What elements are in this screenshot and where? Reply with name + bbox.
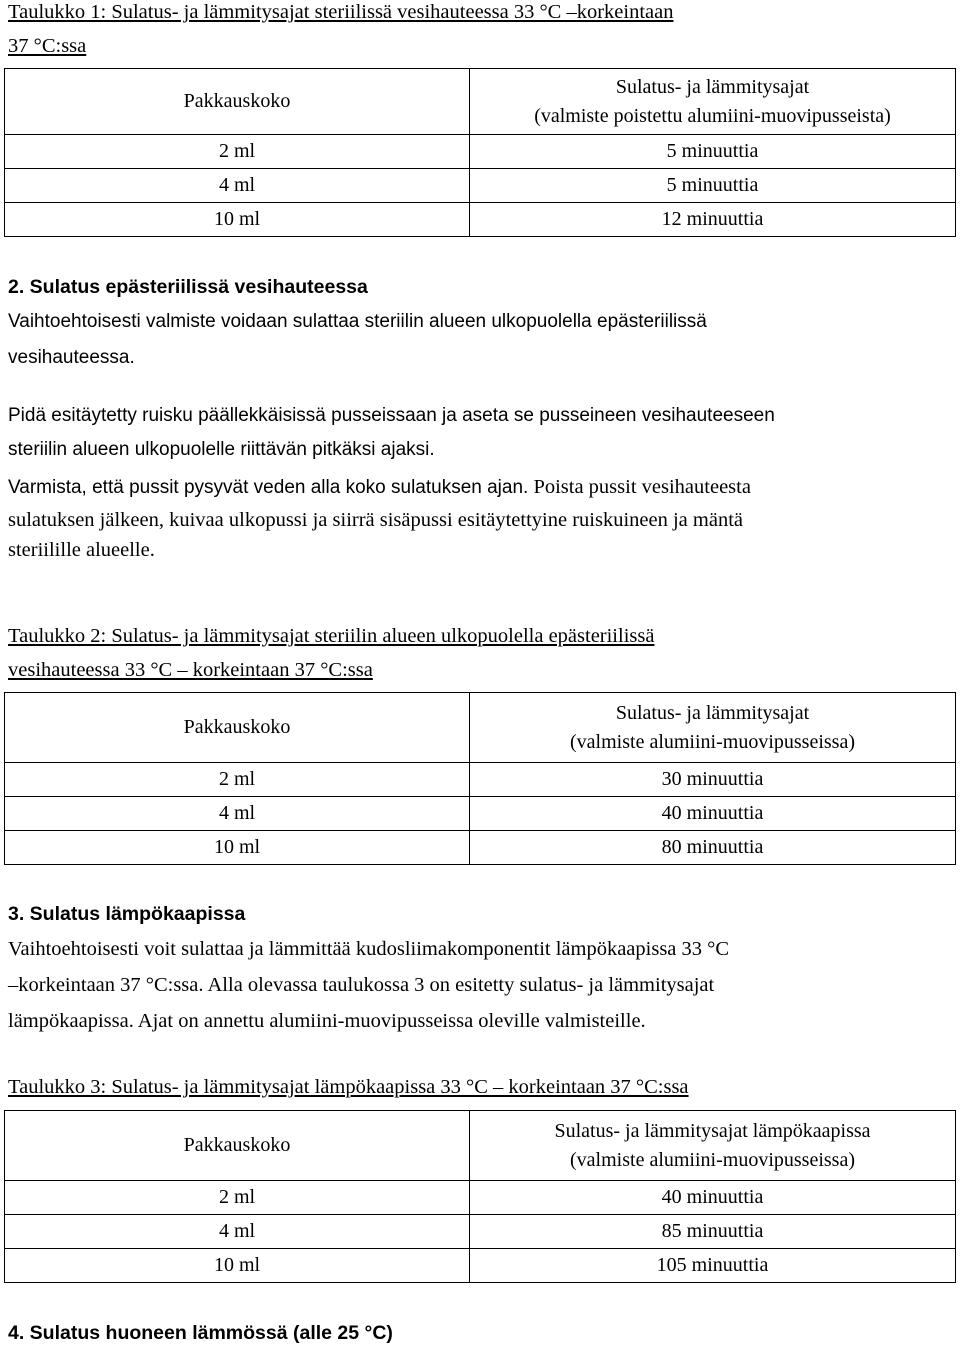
header-col-time-line2: (valmiste poistettu alumiini-muovipusseista): [534, 104, 891, 127]
cell-time: 5 minuuttia: [470, 135, 956, 169]
header-col-time-line1: Sulatus- ja lämmitysajat lämpökaapissa: [554, 1119, 871, 1142]
header-col-time: [470, 1111, 956, 1181]
table-row: [5, 169, 956, 203]
table2: [4, 692, 956, 865]
table-row: [5, 763, 956, 797]
header-col-time-line1: Sulatus- ja lämmitysajat: [615, 701, 810, 724]
section2-p3-line1-sans: Varmista, että pussit pysyvät veden alla koko sulatuksen ajan.: [8, 477, 529, 498]
cell-size: 2 ml: [5, 1181, 470, 1215]
section3: [8, 897, 960, 1039]
table1-caption-line1: Taulukko 1: Sulatus- ja lämmitysajat steriilissä vesihauteessa 33 °C –korkeintaan: [8, 1, 674, 23]
cell-time: 40 minuuttia: [470, 1181, 956, 1215]
section2: [8, 270, 960, 376]
cell-time: 5 minuuttia: [470, 169, 956, 203]
header-col-time: [470, 693, 956, 763]
header-col-time-line2: (valmiste alumiini-muovipusseissa): [570, 730, 855, 753]
cell-time: 80 minuuttia: [470, 831, 956, 865]
cell-size: 10 ml: [5, 1249, 470, 1283]
header-col-size: Pakkauskoko: [5, 1111, 470, 1181]
section2-p1-line2: vesihauteessa.: [8, 347, 135, 368]
table-row: [5, 135, 956, 169]
table-row: [5, 1215, 956, 1249]
table2-caption: [8, 619, 654, 687]
section2-p3: [8, 470, 960, 565]
cell-time: 105 minuuttia: [470, 1249, 956, 1283]
header-col-size: Pakkauskoko: [5, 69, 470, 135]
table3: [4, 1110, 956, 1283]
table-row: [5, 797, 956, 831]
header-col-size: Pakkauskoko: [5, 693, 470, 763]
cell-size: 10 ml: [5, 203, 470, 237]
table1: [4, 68, 956, 237]
cell-size: 10 ml: [5, 831, 470, 865]
section2-p2-line2: steriilin alueen ulkopuolelle riittävän pitkäksi ajaksi.: [8, 439, 435, 460]
cell-size: 2 ml: [5, 135, 470, 169]
table1-caption: [8, 0, 673, 63]
table2-caption-line1: Taulukko 2: Sulatus- ja lämmitysajat steriilin alueen ulkopuolella epästeriilissä: [8, 625, 655, 647]
cell-size: 4 ml: [5, 169, 470, 203]
header-col-time-line2: (valmiste alumiini-muovipusseissa): [570, 1148, 855, 1171]
cell-time: 40 minuuttia: [470, 797, 956, 831]
cell-size: 2 ml: [5, 763, 470, 797]
table-header-row: [5, 1111, 956, 1181]
cell-time: 12 minuuttia: [470, 203, 956, 237]
section2-p3-line1-serif: Poista pussit vesihauteesta: [528, 476, 751, 498]
table-header-row: [5, 693, 956, 763]
section2-p2: [8, 399, 960, 467]
section4-heading: 4. Sulatus huoneen lämmössä (alle 25 °C): [8, 1322, 393, 1344]
cell-time: 85 minuuttia: [470, 1215, 956, 1249]
cell-time: 30 minuuttia: [470, 763, 956, 797]
table1-caption-line2: 37 °C:ssa: [8, 35, 87, 57]
section2-p3-line3: steriilille alueelle.: [8, 539, 155, 561]
table-row: [5, 203, 956, 237]
section2-p2-line1: Pidä esitäytetty ruisku päällekkäisissä pusseissaan ja aseta se pusseineen vesihauteeseen: [8, 405, 775, 426]
section2-p3-line1: [8, 470, 960, 505]
section3-heading: 3. Sulatus lämpökaapissa: [8, 903, 246, 925]
section2-heading: 2. Sulatus epästeriilissä vesihauteessa: [8, 276, 368, 298]
table-row: [5, 1181, 956, 1215]
table3-caption: Taulukko 3: Sulatus- ja lämmitysajat lämpökaapissa 33 °C – korkeintaan 37 °C:ssa: [8, 1076, 689, 1098]
table-header-row: [5, 69, 956, 135]
section2-p1-line1: Vaihtoehtoisesti valmiste voidaan sulattaa steriilin alueen ulkopuolella epästeriilissä: [8, 311, 707, 332]
table-row: [5, 831, 956, 865]
cell-size: 4 ml: [5, 797, 470, 831]
table-row: [5, 1249, 956, 1283]
section2-p3-line2: sulatuksen jälkeen, kuivaa ulkopussi ja siirrä sisäpussi esitäytettyine ruiskuineen ja mäntä: [8, 509, 743, 531]
section3-line3: lämpökaapissa. Ajat on annettu alumiini-muovipusseissa oleville valmisteille.: [8, 1010, 646, 1032]
section3-line2: –korkeintaan 37 °C:ssa. Alla olevassa taulukossa 3 on esitetty sulatus- ja lämmitysajat: [8, 974, 715, 996]
table2-caption-line2: vesihauteessa 33 °C – korkeintaan 37 °C:ssa: [8, 659, 373, 681]
header-col-time: [470, 69, 956, 135]
section3-line1: Vaihtoehtoisesti voit sulattaa ja lämmittää kudosliimakomponentit lämpökaapissa 33 °C: [8, 938, 730, 960]
cell-size: 4 ml: [5, 1215, 470, 1249]
header-col-time-line1: Sulatus- ja lämmitysajat: [615, 75, 810, 98]
